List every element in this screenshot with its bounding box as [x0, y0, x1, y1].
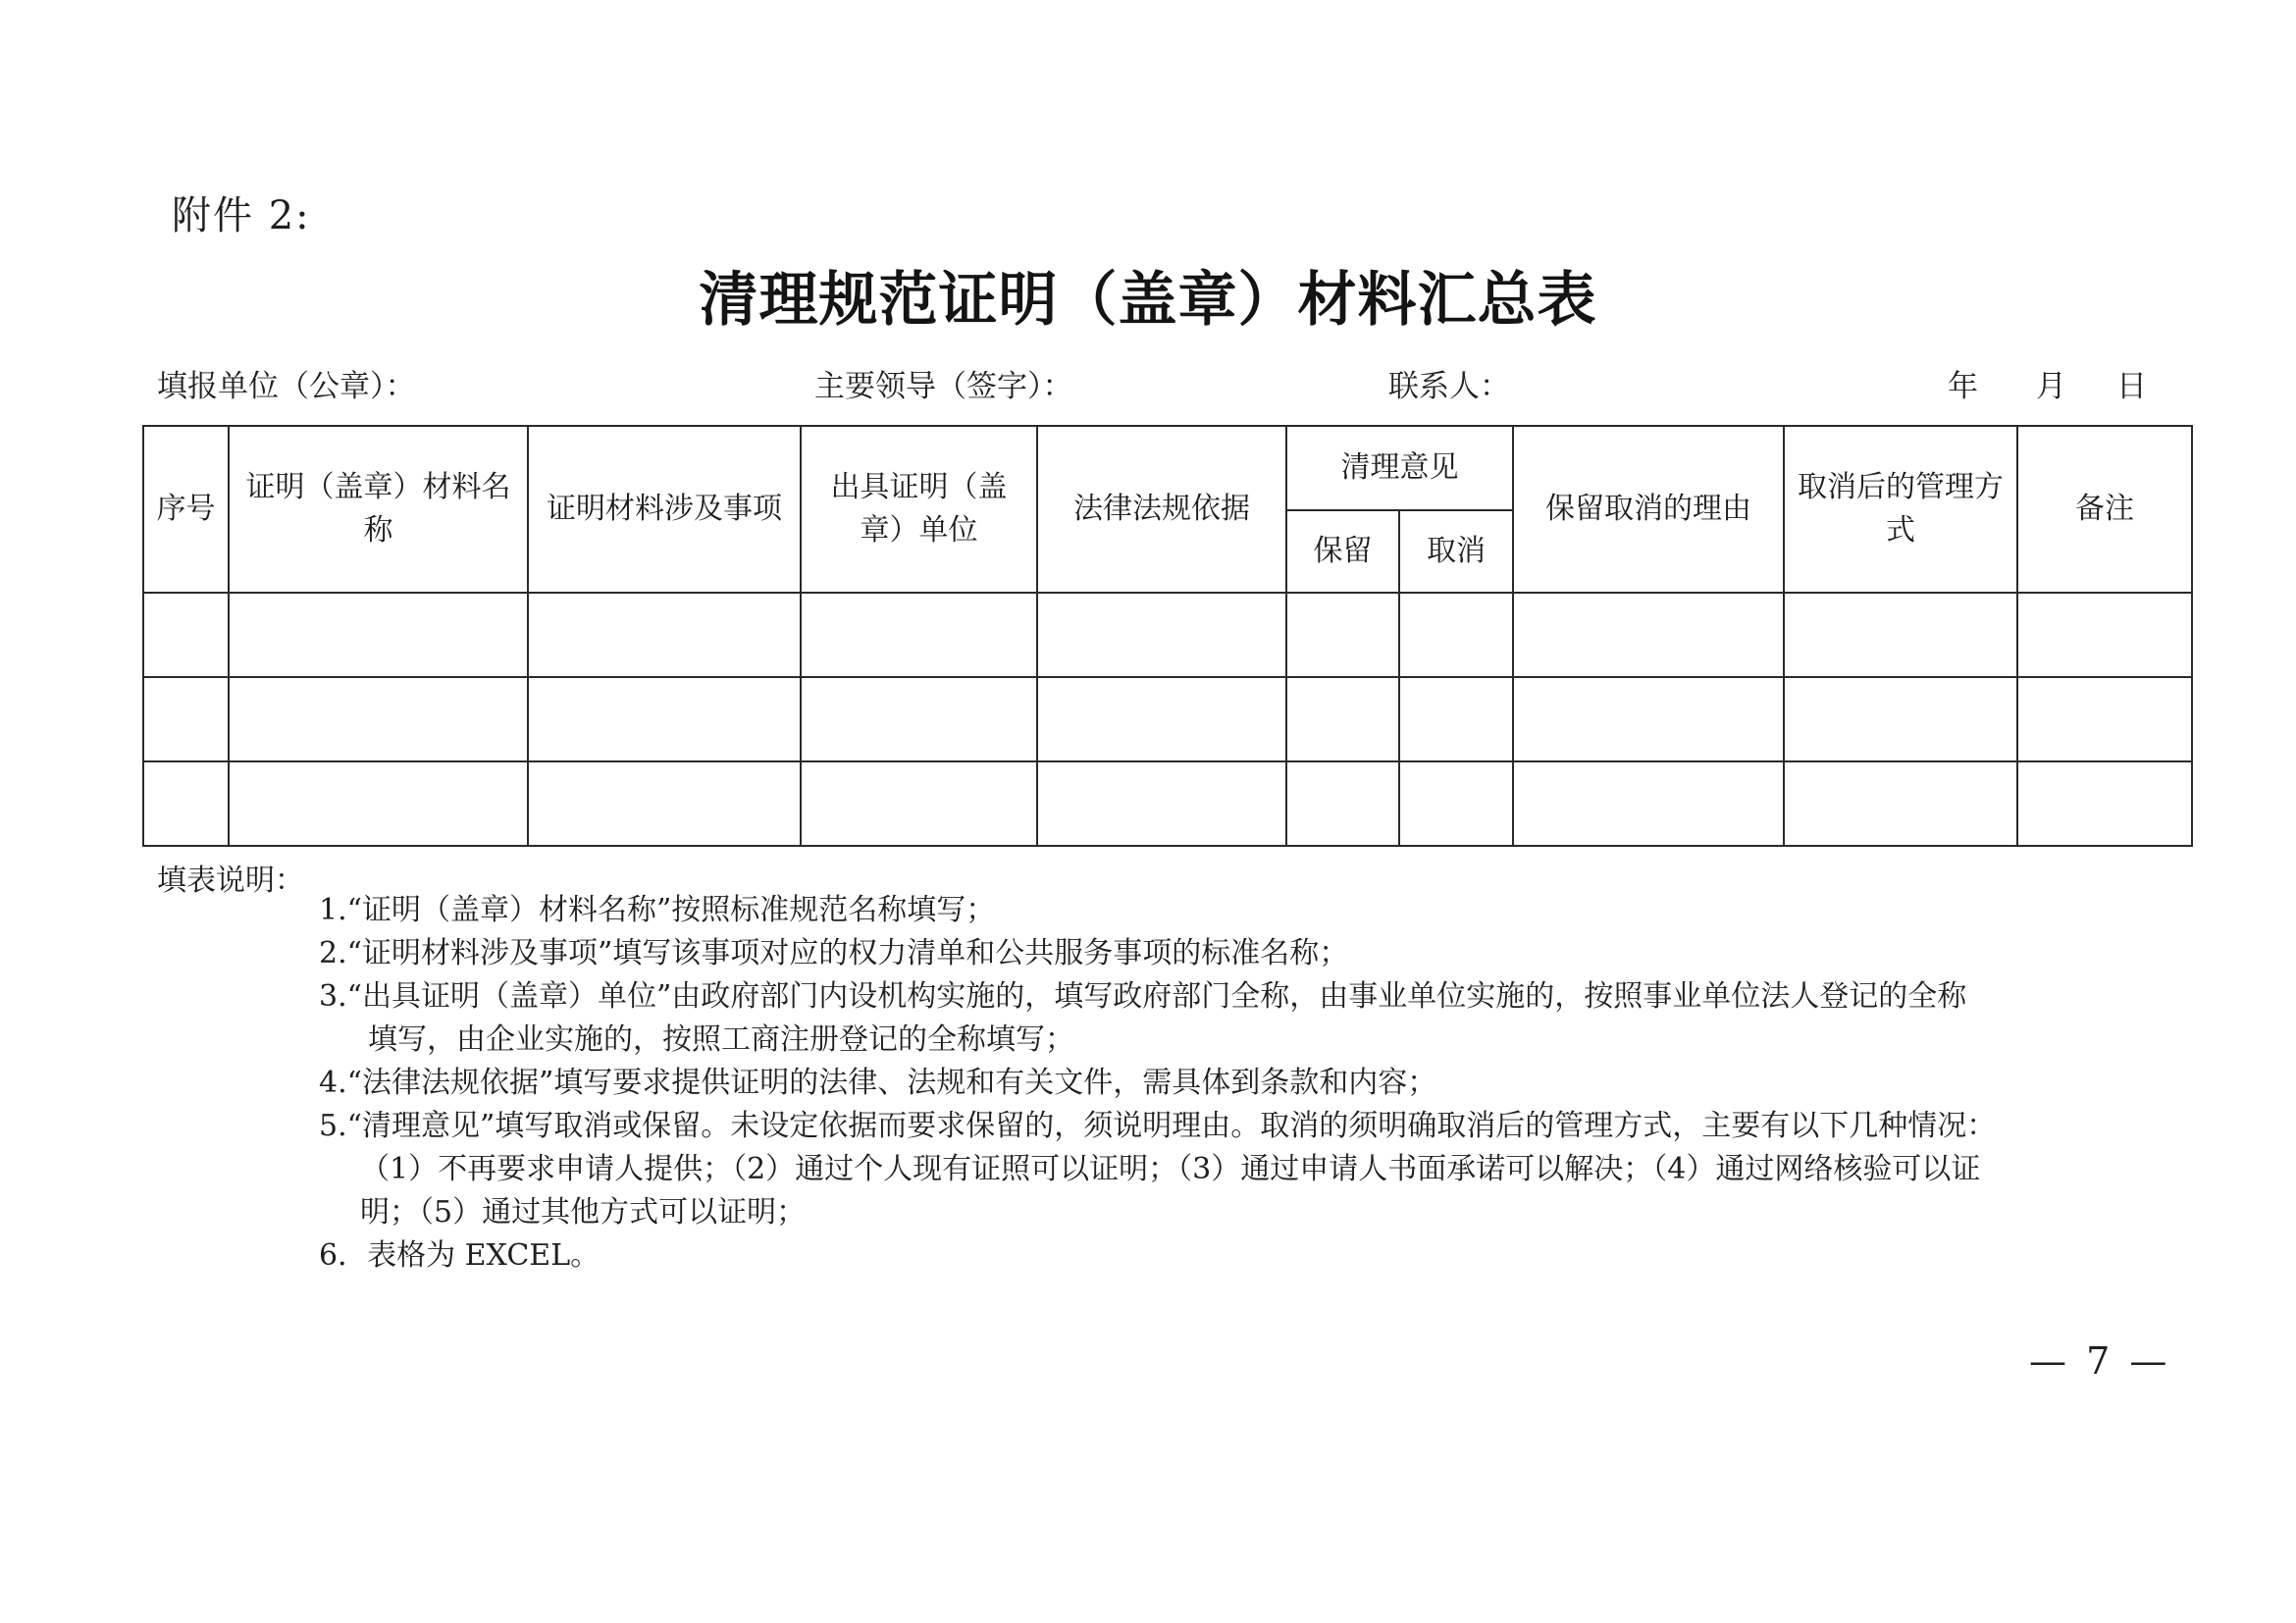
table-cell [528, 677, 801, 761]
note-line-continued: （1）不再要求申请人提供；（2）通过个人现有证照可以证明；（3）通过申请人书面承诺可以解决；（4）通过网络核验可以证 [360, 1152, 1981, 1186]
note-line: 3.“出具证明（盖章）单位”由政府部门内设机构实施的，填写政府部门全称，由事业单位实施的，按照事业单位法人登记的全称 [319, 979, 1967, 1014]
table-cell [2017, 761, 2192, 846]
table-cell [143, 593, 229, 677]
table-cell [1399, 761, 1513, 846]
table-cell [1513, 761, 1784, 846]
year-label: 年 [1948, 369, 1978, 404]
table-cell [1286, 677, 1399, 761]
table-cell [1037, 761, 1286, 846]
table-cell [801, 593, 1037, 677]
document-title: 清理规范证明（盖章）材料汇总表 [699, 266, 1597, 335]
table-cell [2017, 677, 2192, 761]
filling-unit-label: 填报单位（公章）： [157, 369, 416, 404]
table-cell [1784, 677, 2017, 761]
day-label: 日 [2116, 369, 2147, 404]
table-row [143, 593, 2192, 677]
table-cell [143, 677, 229, 761]
main-leader-label: 主要领导（签字）： [814, 369, 1073, 404]
note-line-continued: 填写，由企业实施的，按照工商注册登记的全称填写； [368, 1022, 1074, 1057]
header-seq: 序号 [143, 426, 229, 593]
note-item: 4.“法律法规依据”填写要求提供证明的法律、法规和有关文件，需具体到条款和内容； [319, 1066, 1437, 1100]
header-legal-basis: 法律法规依据 [1037, 426, 1286, 593]
header-reason: 保留取消的理由 [1513, 426, 1784, 593]
table-cell [1513, 593, 1784, 677]
header-matters: 证明材料涉及事项 [528, 426, 801, 593]
note-line: 5.“清理意见”填写取消或保留。未设定依据而要求保留的，须说明理由。取消的须明确取消后的管理方式，主要有以下几种情况： [319, 1109, 1997, 1143]
note-item [319, 1105, 2183, 1234]
header-material-name: 证明（盖章）材料名称 [229, 426, 528, 593]
table-cell [528, 761, 801, 846]
attachment-label: 附件 2: [172, 193, 311, 238]
table-row [143, 761, 2192, 846]
table-cell [801, 761, 1037, 846]
header-opinion: 清理意见 [1286, 426, 1513, 510]
table-cell [1399, 677, 1513, 761]
header-issuing-unit: 出具证明（盖章）单位 [801, 426, 1037, 593]
table-cell [1784, 761, 2017, 846]
table-cell [229, 593, 528, 677]
table-cell [229, 677, 528, 761]
header-cancel: 取消 [1399, 510, 1513, 593]
header-keep: 保留 [1286, 510, 1399, 593]
note-item [319, 975, 2183, 1062]
table-cell [1286, 593, 1399, 677]
month-label: 月 [2036, 369, 2066, 404]
note-item: 2.“证明材料涉及事项”填写该事项对应的权力清单和公共服务事项的标准名称； [319, 936, 1349, 970]
page-number: — 7 — [2029, 1339, 2171, 1383]
notes-heading: 填表说明： [157, 864, 304, 898]
table-cell [2017, 593, 2192, 677]
table-cell [528, 593, 801, 677]
summary-table [142, 425, 2193, 847]
table-cell [229, 761, 528, 846]
note-item: 6．表格为 EXCEL。 [319, 1238, 600, 1273]
table-cell [1037, 677, 1286, 761]
note-line-continued: 明；（5）通过其他方式可以证明； [360, 1195, 807, 1230]
table-cell [1513, 677, 1784, 761]
table-row [143, 677, 2192, 761]
table-cell [1037, 593, 1286, 677]
table-cell [1286, 761, 1399, 846]
table-cell [1784, 593, 2017, 677]
contact-label: 联系人： [1388, 369, 1510, 404]
note-item: 1.“证明（盖章）材料名称”按照标准规范名称填写； [319, 893, 996, 927]
table-cell [801, 677, 1037, 761]
table-cell [1399, 593, 1513, 677]
notes-list [319, 889, 2183, 1278]
table-cell [143, 761, 229, 846]
header-remark: 备注 [2017, 426, 2192, 593]
header-mgmt: 取消后的管理方式 [1784, 426, 2017, 593]
